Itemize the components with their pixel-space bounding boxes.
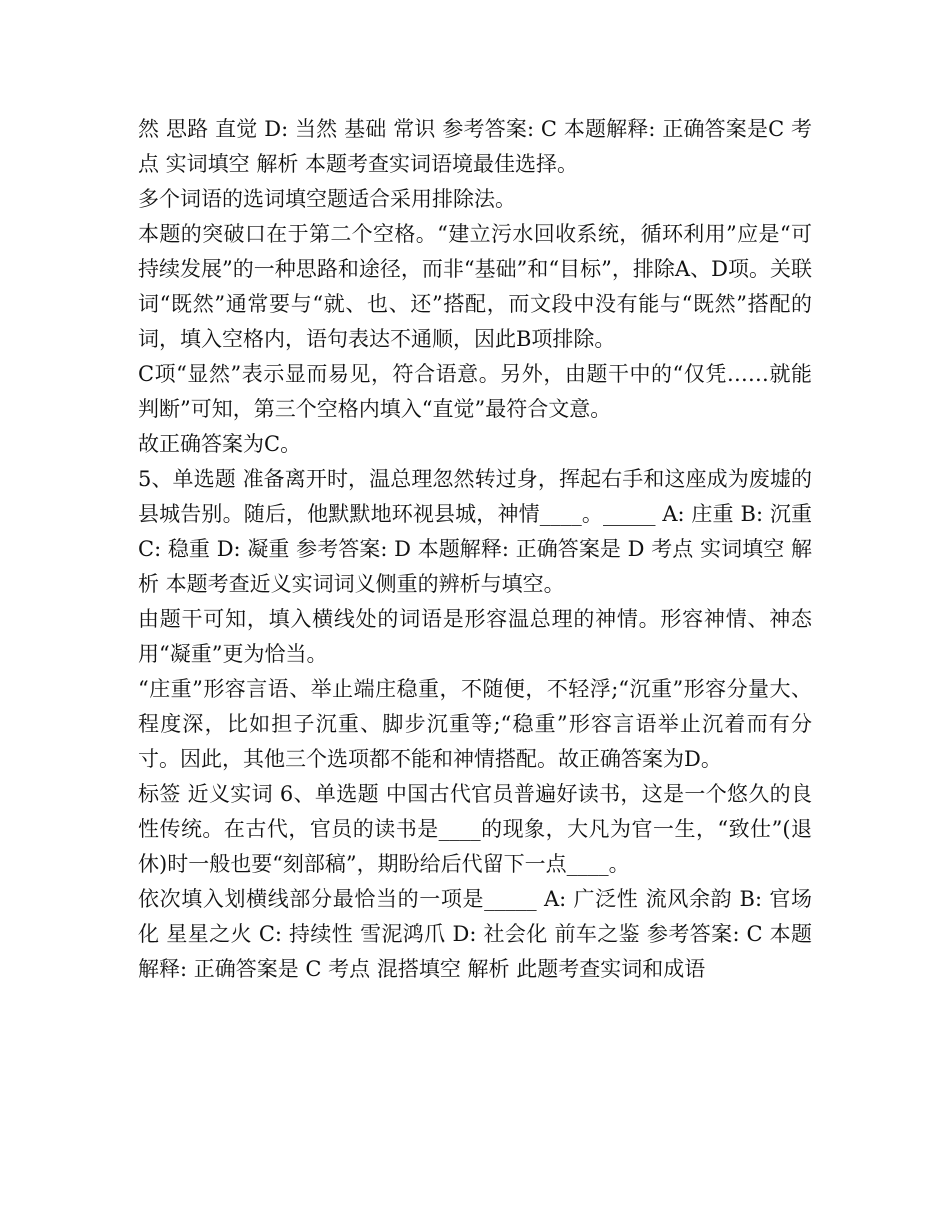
paragraph-4: C项“显然”表示显而易见，符合语意。另外，由题干中的“仅凭……就能判断”可知，第三个空格内填入“直觉”最符合文意。 [138,362,812,421]
paragraph-9: 标签 近义实词 6、单选题 中国古代官员普遍好读书，这是一个悠久的良性传统。在古代，官员的读书是____的现象，大凡为官一生，“致仕”(退休)时一般也要“刻部稿”，期盼给后代留下一点____。 [138,782,812,876]
paragraph-10: 依次填入划横线部分最恰当的一项是_____ A: 广泛性 流风余韵 B: 官场化 星星之火 C: 持续性 雪泥鸿爪 D: 社会化 前车之鉴 参考答案: C 本题解释: 正确答案是 C 考点 混搭填空 解析 此题考查实词和成语 [138,887,812,981]
paragraph-8: “庄重”形容言语、举止端庄稳重，不随便，不轻浮;“沉重”形容分量大、程度深，比如担子沉重、脚步沉重等;“稳重”形容言语举止沉着而有分寸。因此，其他三个选项都不能和神情搭配。故正确答案为D。 [138,677,812,771]
paragraph-1: 然 思路 直觉 D: 当然 基础 常识 参考答案: C 本题解释: 正确答案是C 考点 实词填空 解析 本题考查实词语境最佳选择。 [138,117,812,176]
paragraph-5: 故正确答案为C。 [138,432,302,456]
paragraph-2: 多个词语的选词填空题适合采用排除法。 [138,187,516,211]
paragraph-6: 5、单选题 准备离开时，温总理忽然转过身，挥起右手和这座成为废墟的县城告别。随后，他默默地环视县城，神情____。_____ A: 庄重 B: 沉重 C: 稳重 D: 凝重 参考答案: D 本题解释: 正确答案是 D 考点 实词填空 解析 本题考查近义实词词义侧重的辨析与填空。 [138,467,812,596]
paragraph-7: 由题干可知，填入横线处的词语是形容温总理的神情。形容神情、神态用“凝重”更为恰当。 [138,607,812,666]
document-body [138,112,812,987]
paragraph-3: 本题的突破口在于第二个空格。“建立污水回收系统，循环利用”应是“可持续发展”的一种思路和途径，而非“基础”和“目标”，排除A、D项。关联词“既然”通常要与“就、也、还”搭配，而文段中没有能与“既然”搭配的词，填入空格内，语句表达不通顺，因此B项排除。 [138,222,812,351]
